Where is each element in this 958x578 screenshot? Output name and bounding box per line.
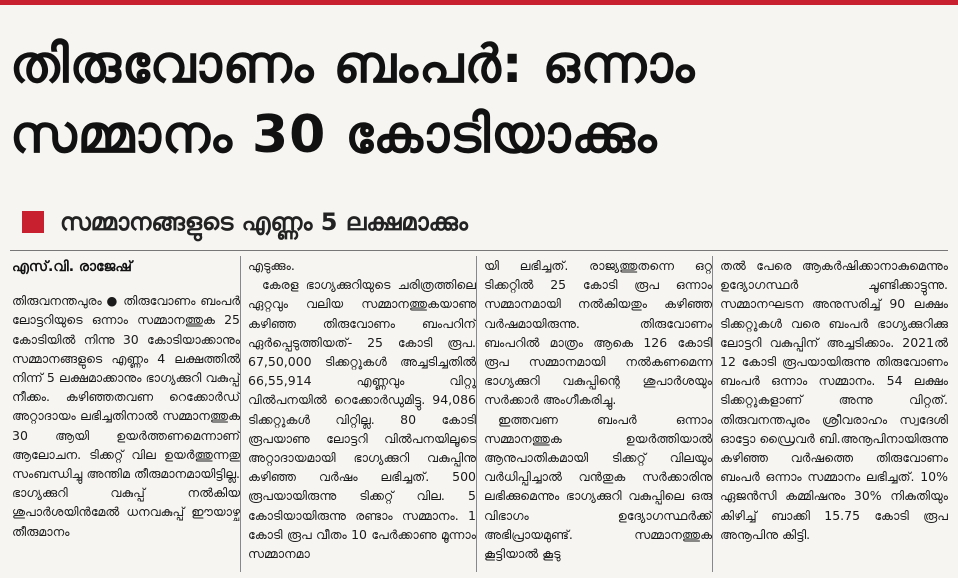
column-divider xyxy=(712,256,713,572)
headline-line-1: തിരുവോണം ബംപർ: ഒന്നാം xyxy=(10,35,696,95)
paragraph: കേരള ഭാഗ്യക്കുറിയുടെ ചരിത്രത്തിലെ ഏറ്റവും വലിയ സമ്മാനത്തുകയാണു കഴിഞ്ഞ തിരുവോണം ബംപറിന് ഏർപ്പെടുത്തിയത്- 25 കോടി രൂപ. 67,50,000 ടിക്കറ്റുകൾ അച്ചടിച്ചതിൽ 66,55,914 എണ്ണവും വിറ്റു വിൽപനയിൽ റെക്കോർഡുമിട്ടു. 94,086 ടിക്കറ്റുകൾ വിറ്റില്ല. 80 കോടി രൂപയാണു ലോട്ടറി വിൽപനയിലൂടെ അറ്റാദായമായി ഭാഗ്യക്കുറി വകുപ്പിനു കഴിഞ്ഞ വർഷം ലഭിച്ചത്. 500 രൂപയായിരുന്നു ടിക്കറ്റ് വില. 5 കോടിയായിരുന്നു രണ്ടാം സമ്മാനം. 1 കോടി രൂപ വീതം 10 പേർക്കാണു മൂന്നാം സമ്മാനമാ xyxy=(248,277,476,562)
paragraph: ഇത്തവണ ബംപർ ഒന്നാം സമ്മാനത്തുക ഉയർത്തിയാൽ ആനുപാതികമായി ടിക്കറ്റ് വിലയും വർധിപ്പിച്ചാൽ വൻതുക സർക്കാരിനു ലഭിക്കുമെന്നും ഭാഗ്യക്കുറി വകുപ്പിലെ ഒരു വിഭാഗം ഉദ്യോഗസ്ഥർക്ക് അഭിപ്രായമുണ്ട്. സമ്മാനത്തുക കൂട്ടിയാൽ കൂടു xyxy=(484,411,712,562)
top-accent-rule xyxy=(0,0,958,5)
subheadline: സമ്മാനങ്ങളുടെ എണ്ണം 5 ലക്ഷമാക്കും xyxy=(60,208,468,236)
subheadline-bullet-square xyxy=(22,211,44,233)
paragraph: തൽ പേരെ ആകർഷിക്കാനാകുമെന്നും ഉദ്യോഗസ്ഥർ ചൂണ്ടിക്കാട്ടുന്നു. സമ്മാനഘടന അനുസരിച്ച് 90 ലക്ഷം ടിക്കറ്റുകൾ വരെ ബംപർ ഭാഗ്യക്കുറിക്കു ലോട്ടറി വകുപ്പിന് അച്ചടിക്കാം. 2021ൽ 12 കോടി രൂപയായിരുന്നു തിരുവോണം ബംപർ ഒന്നാം സമ്മാനം. 54 ലക്ഷം ടിക്കറ്റുകളാണ് അന്നു വിറ്റത്. തിരുവനന്തപുരം ശ്രീവരാഹം സ്വദേശി ഓട്ടോ ഡ്രൈവർ ബി.അനൂപിനായിരുന്നു കഴിഞ്ഞ വർഷത്തെ തിരുവോണം ബംപർ ഒന്നാം സമ്മാനം ലഭിച്ചത്. 10% ഏജൻസി കമ്മിഷനും 30% നികുതിയും കിഴിച്ച് ബാക്കി 15.75 കോടി രൂപ അനൂപിനു കിട്ടി. xyxy=(720,258,948,542)
column-divider xyxy=(240,256,241,572)
article-column-2 xyxy=(248,256,476,563)
section-divider xyxy=(10,250,948,251)
subheadline-block xyxy=(22,202,468,242)
paragraph: യി ലഭിച്ചത്. രാജ്യത്തുതന്നെ ഒറ്റ ടിക്കറ്റിൽ 25 കോടി രൂപ ഒന്നാം സമ്മാനമായി നൽകിയതും കഴിഞ്ഞ വർഷമായിരുന്നു. തിരുവോണം ബംപറിൽ മാത്രം ആകെ 126 കോടി രൂപ സമ്മാനമായി നൽകണമെന്ന ഭാഗ്യക്കുറി വകുപ്പിന്റെ ശുപാർശയും സർക്കാർ അംഗീകരിച്ചു. xyxy=(484,258,712,408)
article-column-3 xyxy=(484,256,712,563)
article-column-4 xyxy=(720,256,948,544)
column-divider xyxy=(476,256,477,572)
paragraph: തിരുവനന്തപുരം ● തിരുവോണം ബംപർ ലോട്ടറിയുടെ ഒന്നാം സമ്മാനത്തുക 25 കോടിയിൽ നിന്നു 30 കോടിയാക്കാനും സമ്മാനങ്ങളുടെ എണ്ണം 4 ലക്ഷത്തിൽ നിന്ന് 5 ലക്ഷമാക്കാനും ഭാഗ്യക്കുറി വകുപ്പ് നീക്കം. കഴിഞ്ഞതവണ റെക്കോർഡ് അറ്റാദായം ലഭിച്ചതിനാൽ സമ്മാനത്തുക 30 ആയി ഉയർത്തണമെന്നാണ് ആലോചന. ടിക്കറ്റ് വില ഉയർത്തുന്നതു സംബന്ധിച്ചു അന്തിമ തീരുമാനമായിട്ടില്ല. ഭാഗ്യക്കുറി വകുപ്പ് നൽകിയ ശുപാർശയിൻമേൽ ധനവകുപ്പ് ഈയാഴ്ച തീരുമാനം xyxy=(12,293,240,539)
article-column-1 xyxy=(12,258,240,541)
headline xyxy=(10,30,950,170)
paragraph: എടുക്കും. xyxy=(248,258,295,273)
byline: എസ്.വി. രാജേഷ് xyxy=(12,259,132,275)
headline-line-2: സമ്മാനം 30 കോടിയാക്കും xyxy=(10,105,658,165)
